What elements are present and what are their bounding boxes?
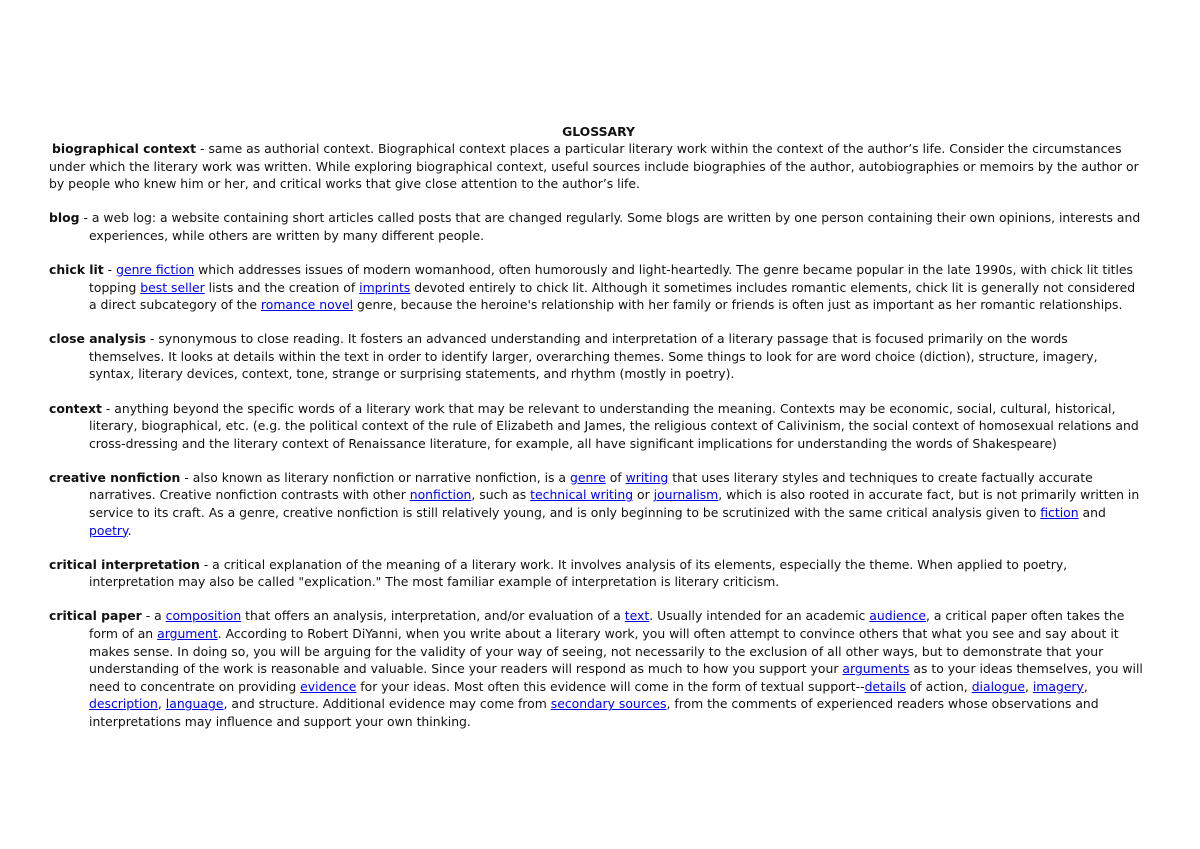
glossary-term: chick lit <box>49 261 104 277</box>
definition-text: and <box>1078 505 1106 520</box>
definition-text: - a <box>141 608 166 624</box>
glossary-link[interactable]: journalism <box>653 487 719 503</box>
definition-text: lists and the creation of <box>204 279 360 295</box>
page-title: GLOSSARY <box>562 124 635 139</box>
glossary-term: biographical context <box>52 141 197 156</box>
definition-text: . <box>127 522 132 538</box>
glossary-term: blog <box>49 210 80 226</box>
definition-text: - same as authorial context. Biographical context places a particular literary work within the context of the author’s life. Consider the circumstances under which the literary work was written. While exploring biographical context, useful sources include biographies of the author, autobiographies or memoirs by the author or by people who knew him or her, and critical works that give close attention to the author’s life. <box>49 141 1139 192</box>
definition-text: or <box>633 487 654 503</box>
glossary-link[interactable]: writing <box>625 469 669 485</box>
glossary-link[interactable]: secondary sources <box>550 696 667 712</box>
glossary-term: creative nonfiction <box>49 469 181 485</box>
definition-text: . According to Robert DiYanni, when you write about a literary work, you will often attempt to convince others that what you see and say about it makes sense. In doing so, you will be arguing for the validity of your way of seeing, not necessarily to the exclusion of all other ways, but to demonstrate that your understanding of the work is reasonable and valuable. Since your readers will respond as much to how you support your <box>89 625 1119 677</box>
glossary-link[interactable]: language <box>165 696 224 712</box>
definition-text: , <box>157 696 166 712</box>
definition-text: of action, <box>905 678 972 694</box>
glossary-link[interactable]: description <box>89 696 158 712</box>
definition-text: , such as <box>471 487 531 503</box>
definition-text: that uses literary styles and techniques to create factually accurate narratives. Creative nonfiction contrasts with other <box>89 469 1093 503</box>
glossary-link[interactable]: genre <box>569 469 606 485</box>
glossary-link[interactable]: evidence <box>300 678 357 694</box>
definition-text: for your ideas. Most often this evidence will come in the form of textual support-- <box>356 678 865 694</box>
definition-text: , which is also rooted in accurate fact, but is not primarily written in service to its craft. As a genre, creative nonfiction is still relatively young, and is only beginning to be scrutinized with the same critical analysis given to <box>89 487 1140 520</box>
glossary-term: context <box>49 400 102 416</box>
definition-text: which addresses issues of modern womanhood, often humorously and light-heartedly. The genre became popular in the late 1990s, with chick lit titles topping <box>89 261 1134 295</box>
glossary-link[interactable]: fiction <box>1040 505 1079 520</box>
glossary-link[interactable]: poetry <box>89 522 128 538</box>
definition-text: - a web log: a website containing short articles called posts that are changed regularly. Some blogs are written by one person containing their own opinions, interests and experiences, while others are written by many different people. <box>79 210 1141 243</box>
definition-text: , a critical paper often takes the form of an <box>89 608 1125 641</box>
glossary-page <box>49 123 1144 747</box>
glossary-entry <box>49 330 1144 383</box>
glossary-entry <box>49 400 1144 453</box>
definition-text: , <box>1024 678 1033 694</box>
glossary-link[interactable]: dialogue <box>971 678 1025 694</box>
glossary-link[interactable]: composition <box>165 608 242 624</box>
glossary-entry <box>49 469 1144 539</box>
definition-text: - anything beyond the specific words of a literary work that may be relevant to understanding the meaning. Contexts may be economic, social, cultural, historical, literary, biographical, etc. (e.g. the political context of the rule of Elizabeth and James, the religious context of Calivinism, the social context of homosexual relations and cross-dressing and the literary context of Renaissance literature, for example, all have significant implications for understanding the words of Shakespeare) <box>89 400 1139 451</box>
definition-text: . Usually intended for an academic <box>649 608 870 624</box>
glossary-entry <box>49 140 1144 193</box>
glossary-link[interactable]: text <box>624 608 650 624</box>
glossary-term: close analysis <box>49 331 147 347</box>
glossary-link[interactable]: best seller <box>140 279 205 295</box>
glossary-entry <box>49 209 1144 244</box>
definition-text: - synonymous to close reading. It fosters an advanced understanding and interpretation of a literary passage that is focused primarily on the words themselves. It looks at details within the text in order to identify larger, overarching themes. Some things to look for are word choice (diction), structure, imagery, syntax, literary devices, context, tone, strange or surprising statements, and rhythm (mostly in poetry). <box>89 331 1098 382</box>
definition-text: that offers an analysis, interpretation, and/or evaluation of a <box>241 608 625 624</box>
definition-text: - also known as literary nonfiction or narrative nonfiction, is a <box>180 469 570 485</box>
glossary-entry <box>49 261 1144 314</box>
glossary-term: critical interpretation <box>49 556 200 572</box>
definition-text: , and structure. Additional evidence may come from <box>223 696 551 712</box>
definition-text: , from the comments of experienced readers whose observations and interpretations may influence and support your own thinking. <box>89 696 1099 729</box>
glossary-term: critical paper <box>49 608 142 624</box>
glossary-link[interactable]: romance novel <box>260 297 354 313</box>
glossary-link[interactable]: imprints <box>359 279 411 295</box>
glossary-link[interactable]: nonfiction <box>409 487 472 503</box>
glossary-entries <box>49 140 1144 731</box>
definition-text: , <box>1083 678 1088 694</box>
glossary-link[interactable]: argument <box>157 625 218 641</box>
definition-text: - <box>103 261 117 277</box>
glossary-link[interactable]: arguments <box>842 661 910 677</box>
glossary-link[interactable]: details <box>864 678 906 694</box>
glossary-entry <box>49 556 1144 591</box>
glossary-link[interactable]: technical writing <box>530 487 634 503</box>
glossary-link[interactable]: imagery <box>1032 678 1084 694</box>
glossary-link[interactable]: genre fiction <box>116 261 195 277</box>
definition-text: of <box>605 469 626 485</box>
definition-text: genre, because the heroine's relationship with her family or friends is often just as important as her romantic relationships. <box>353 297 1123 313</box>
glossary-entry <box>49 607 1144 730</box>
definition-text: as to your ideas themselves, you will need to concentrate on providing <box>89 661 1143 694</box>
glossary-link[interactable]: audience <box>869 608 926 624</box>
definition-text: - a critical explanation of the meaning of a literary work. It involves analysis of its elements, especially the theme. When applied to poetry, interpretation may also be called "explication." The most familiar example of interpretation is literary criticism. <box>89 556 1068 590</box>
definition-text: devoted entirely to chick lit. Although it sometimes includes romantic elements, chick lit is generally not considered a direct subcategory of the <box>89 279 1136 313</box>
